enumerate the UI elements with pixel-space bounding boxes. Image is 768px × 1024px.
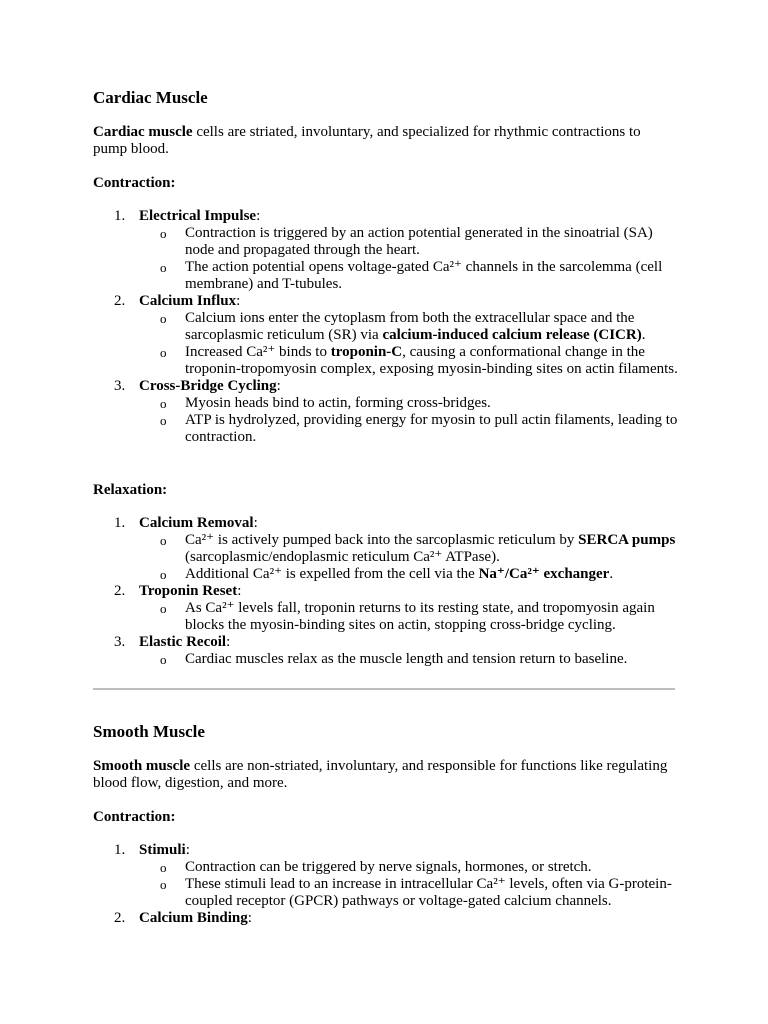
- cardiac-intro-term: Cardiac muscle: [93, 124, 193, 140]
- smooth-contraction-list: [93, 842, 683, 927]
- sub-item-text: The action potential opens voltage-gated Ca²⁺ channels in the sarcolemma (cell membrane) and T-tubules.: [185, 259, 663, 292]
- bullet-icon: o: [160, 260, 167, 275]
- cardiac-relaxation-list: [93, 515, 683, 668]
- sub-item: [139, 225, 683, 259]
- sub-list: [139, 395, 683, 446]
- colon: :: [237, 583, 242, 599]
- colon: :: [226, 634, 231, 650]
- colon: :: [276, 378, 281, 394]
- list-number: 2.: [114, 583, 126, 599]
- sub-item: [139, 259, 683, 293]
- cardiac-contraction-list: [93, 208, 683, 446]
- sub-item-text: .: [641, 327, 646, 343]
- smooth-contraction-heading: Contraction:: [93, 809, 176, 825]
- list-item: [93, 293, 683, 378]
- bullet-icon: o: [160, 601, 167, 616]
- step-title: Calcium Binding: [139, 910, 248, 926]
- sub-item-text: ATP is hydrolyzed, providing energy for myosin to pull actin filaments, leading to contraction.: [185, 412, 678, 445]
- step-title: Stimuli: [139, 842, 186, 858]
- bullet-icon: o: [160, 860, 167, 875]
- sub-item-text: Ca²⁺ is actively pumped back into the sarcoplasmic reticulum by: [185, 532, 579, 548]
- list-item: [93, 910, 683, 927]
- sub-item-text: As Ca²⁺ levels fall, troponin returns to its resting state, and tropomyosin again blocks the myosin-binding sites on actin, stopping cross-bridge cycling.: [185, 600, 655, 633]
- bullet-icon: o: [160, 226, 167, 241]
- colon: :: [247, 910, 252, 926]
- step-title: Elastic Recoil: [139, 634, 227, 650]
- sub-item-text: These stimuli lead to an increase in intracellular Ca²⁺ levels, often via G-protein-coupled receptor (GPCR) pathways or voltage-gated calcium channels.: [185, 876, 672, 909]
- step-title: Calcium Influx: [139, 293, 237, 309]
- cardiac-relaxation-heading: Relaxation:: [93, 482, 168, 498]
- sub-item: [139, 395, 683, 412]
- emphasis-text: calcium-induced calcium release (CICR): [382, 327, 642, 343]
- bullet-icon: o: [160, 413, 167, 428]
- smooth-intro-text: cells are non-striated, involuntary, and responsible for functions like regulating blood flow, digestion, and more.: [93, 758, 668, 791]
- step-title: Cross-Bridge Cycling: [139, 378, 277, 394]
- list-number: 2.: [114, 910, 126, 926]
- sub-item-text: Additional Ca²⁺ is expelled from the cell via the: [185, 566, 479, 582]
- colon: :: [256, 208, 261, 224]
- sub-item: [139, 876, 683, 910]
- sub-item-text: .: [609, 566, 614, 582]
- cardiac-intro-text: cells are striated, involuntary, and specialized for rhythmic contractions to pump blood.: [93, 124, 641, 157]
- list-item: [93, 634, 683, 668]
- sub-item: [139, 310, 683, 344]
- step-title: Calcium Removal: [139, 515, 254, 531]
- emphasis-text: SERCA pumps: [578, 532, 676, 548]
- bullet-icon: o: [160, 652, 167, 667]
- sub-item-text: Contraction can be triggered by nerve signals, hormones, or stretch.: [185, 859, 592, 875]
- sub-list: [139, 225, 683, 293]
- sub-list: [139, 600, 683, 634]
- list-item: [93, 208, 683, 293]
- smooth-intro-term: Smooth muscle: [93, 758, 191, 774]
- sub-item: [139, 412, 683, 446]
- sub-item: [139, 566, 683, 583]
- bullet-icon: o: [160, 396, 167, 411]
- bullet-icon: o: [160, 311, 167, 326]
- bullet-icon: o: [160, 345, 167, 360]
- cardiac-intro: [93, 124, 675, 158]
- list-item: [93, 842, 683, 910]
- sub-list: [139, 859, 683, 910]
- smooth-title: Smooth Muscle: [93, 722, 205, 741]
- list-item: [93, 515, 683, 583]
- section-divider: [93, 688, 675, 690]
- list-number: 2.: [114, 293, 126, 309]
- smooth-intro: [93, 758, 675, 792]
- step-title: Troponin Reset: [139, 583, 238, 599]
- sub-item-text: Calcium ions enter the cytoplasm from both the extracellular space and the sarcoplasmic reticulum (SR) via: [185, 310, 635, 343]
- sub-item-text: (sarcoplasmic/endoplasmic reticulum Ca²⁺ ATPase).: [185, 549, 500, 565]
- colon: :: [236, 293, 241, 309]
- colon: :: [253, 515, 258, 531]
- colon: :: [185, 842, 190, 858]
- sub-item: [139, 651, 683, 668]
- list-number: 1.: [114, 842, 126, 858]
- list-number: 3.: [114, 634, 126, 650]
- cardiac-contraction-heading: Contraction:: [93, 175, 176, 191]
- sub-list: [139, 310, 683, 378]
- sub-list: [139, 532, 683, 583]
- sub-item-text: Contraction is triggered by an action potential generated in the sinoatrial (SA) node and propagated through the heart.: [185, 225, 653, 258]
- sub-item: [139, 600, 683, 634]
- sub-item-text: Cardiac muscles relax as the muscle length and tension return to baseline.: [185, 651, 628, 667]
- step-title: Electrical Impulse: [139, 208, 257, 224]
- emphasis-text: Na⁺/Ca²⁺ exchanger: [478, 566, 610, 582]
- emphasis-text: troponin-C: [330, 344, 403, 360]
- list-item: [93, 583, 683, 634]
- bullet-icon: o: [160, 533, 167, 548]
- list-number: 3.: [114, 378, 126, 394]
- sub-list: [139, 651, 683, 668]
- sub-item: [139, 532, 683, 566]
- sub-item-text: Increased Ca²⁺ binds to: [185, 344, 331, 360]
- cardiac-title: Cardiac Muscle: [93, 88, 208, 107]
- bullet-icon: o: [160, 567, 167, 582]
- list-number: 1.: [114, 208, 126, 224]
- list-number: 1.: [114, 515, 126, 531]
- sub-item-text: , causing a conformational change in the troponin-tropomyosin complex, exposing myosin-binding sites on actin filaments.: [185, 344, 678, 377]
- list-item: [93, 378, 683, 446]
- sub-item: [139, 344, 683, 378]
- sub-item-text: Myosin heads bind to actin, forming cross-bridges.: [185, 395, 491, 411]
- sub-item: [139, 859, 683, 876]
- bullet-icon: o: [160, 877, 167, 892]
